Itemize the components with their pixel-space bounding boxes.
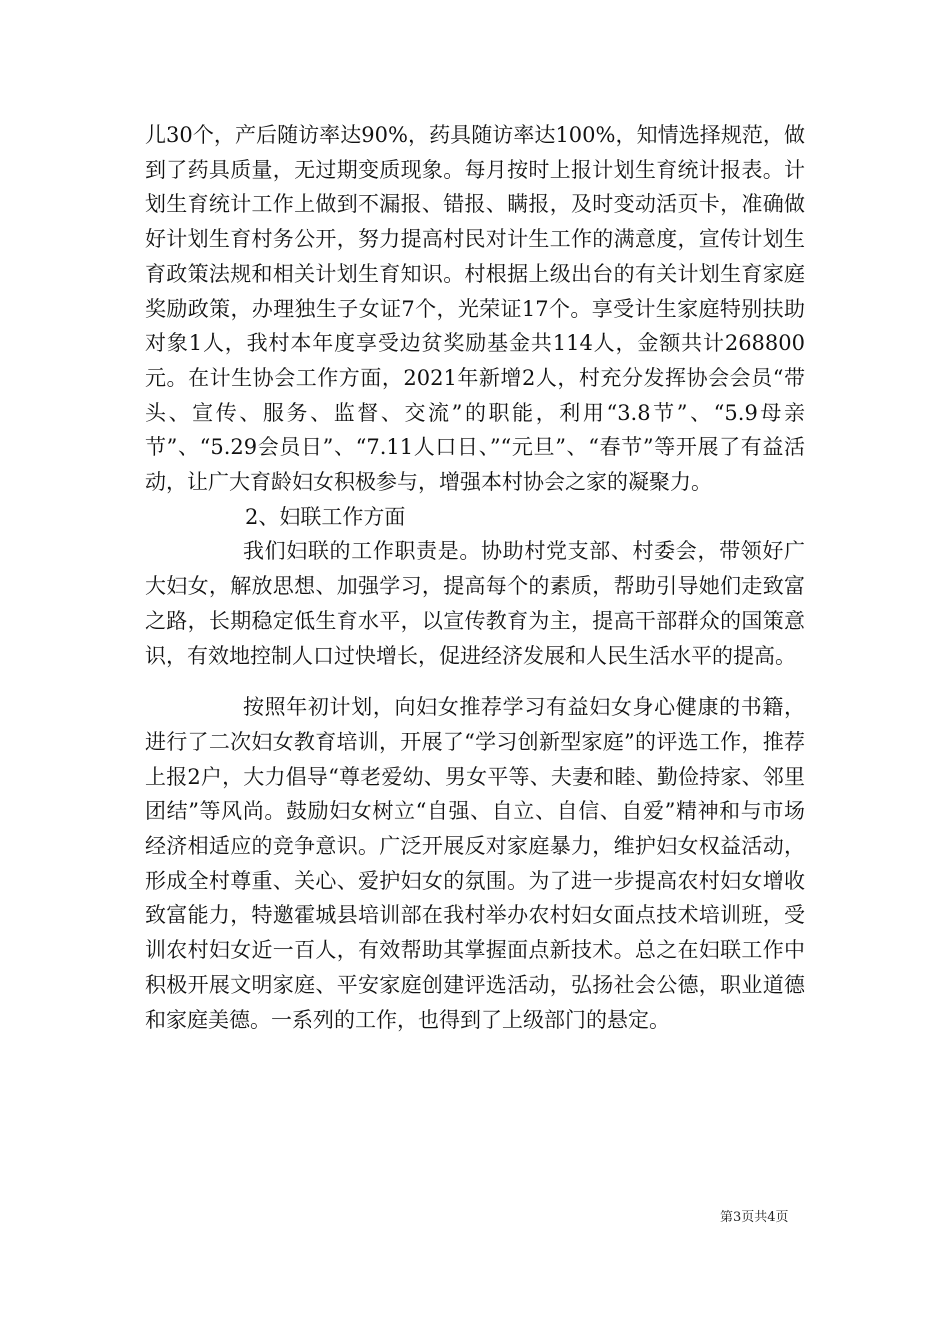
section-heading-womens-federation: 2、妇联工作方面 xyxy=(245,504,406,529)
paragraph-womens-federation-work: 按照年初计划，向妇女推荐学习有益妇女身心健康的书籍，进行了二次妇女教育培训，开展了“学习创新型家庭”的评选工作，推荐上报2户，大力倡导“尊老爱幼、男女平等、夫妻和睦、勤俭持家、邻里团结”等风尚。鼓励妇女树立“自强、自立、自信、自爱”精神和与市场经济相适应的竞争意识。广泛开展反对家庭暴力，维护妇女权益活动，形成全村尊重、关心、爱护妇女的氛围。为了进一步提高农村妇女增收致富能力，特邀霍城县培训部在我村举办农村妇女面点技术培训班，受训农村妇女近一百人，有效帮助其掌握面点新技术。总之在妇联工作中积极开展文明家庭、平安家庭创建评选活动，弘扬社会公德，职业道德和家庭美德。一系列的工作，也得到了上级部门的悬定。 xyxy=(145,695,805,1032)
paragraph-family-planning: 儿30个，产后随访率达90%，药具随访率达100%，知情选择规范，做到了药具质量，无过期变质现象。每月按时上报计划生育统计报表。计划生育统计工作上做到不漏报、错报、瞒报，及时变动活页卡，准确做好计划生育村务公开，努力提高村民对计生工作的满意度，宣传计划生育政策法规和相关计划生育知识。村根据上级出台的有关计划生育家庭奖励政策，办理独生子女证7个，光荣证17个。享受计生家庭特别扶助对象1人，我村本年度享受边贫奖励基金共114人，金额共计268800元。在计生协会工作方面，2021年新增2人，村充分发挥协会会员“带头、宣传、服务、监督、交流”的职能，利用“3.8节”、“5.9母亲节”、“5.29会员日”、“7.11人口日、”“元旦”、“春节”等开展了有益活动，让广大育龄妇女积极参与，增强本村协会之家的凝聚力。 xyxy=(145,123,805,495)
page-number-footer: 第3页共4页 xyxy=(720,1210,789,1225)
document-body xyxy=(145,118,805,1037)
paragraph-womens-federation-duties: 我们妇联的工作职责是。协助村党支部、村委会，带领好广大妇女，解放思想、加强学习，提高每个的素质，帮助引导她们走致富之路，长期稳定低生育水平，以宣传教育为主，提高干部群众的国策意识，有效地控制人口过快增长，促进经济发展和人民生活水平的提高。 xyxy=(145,539,805,668)
